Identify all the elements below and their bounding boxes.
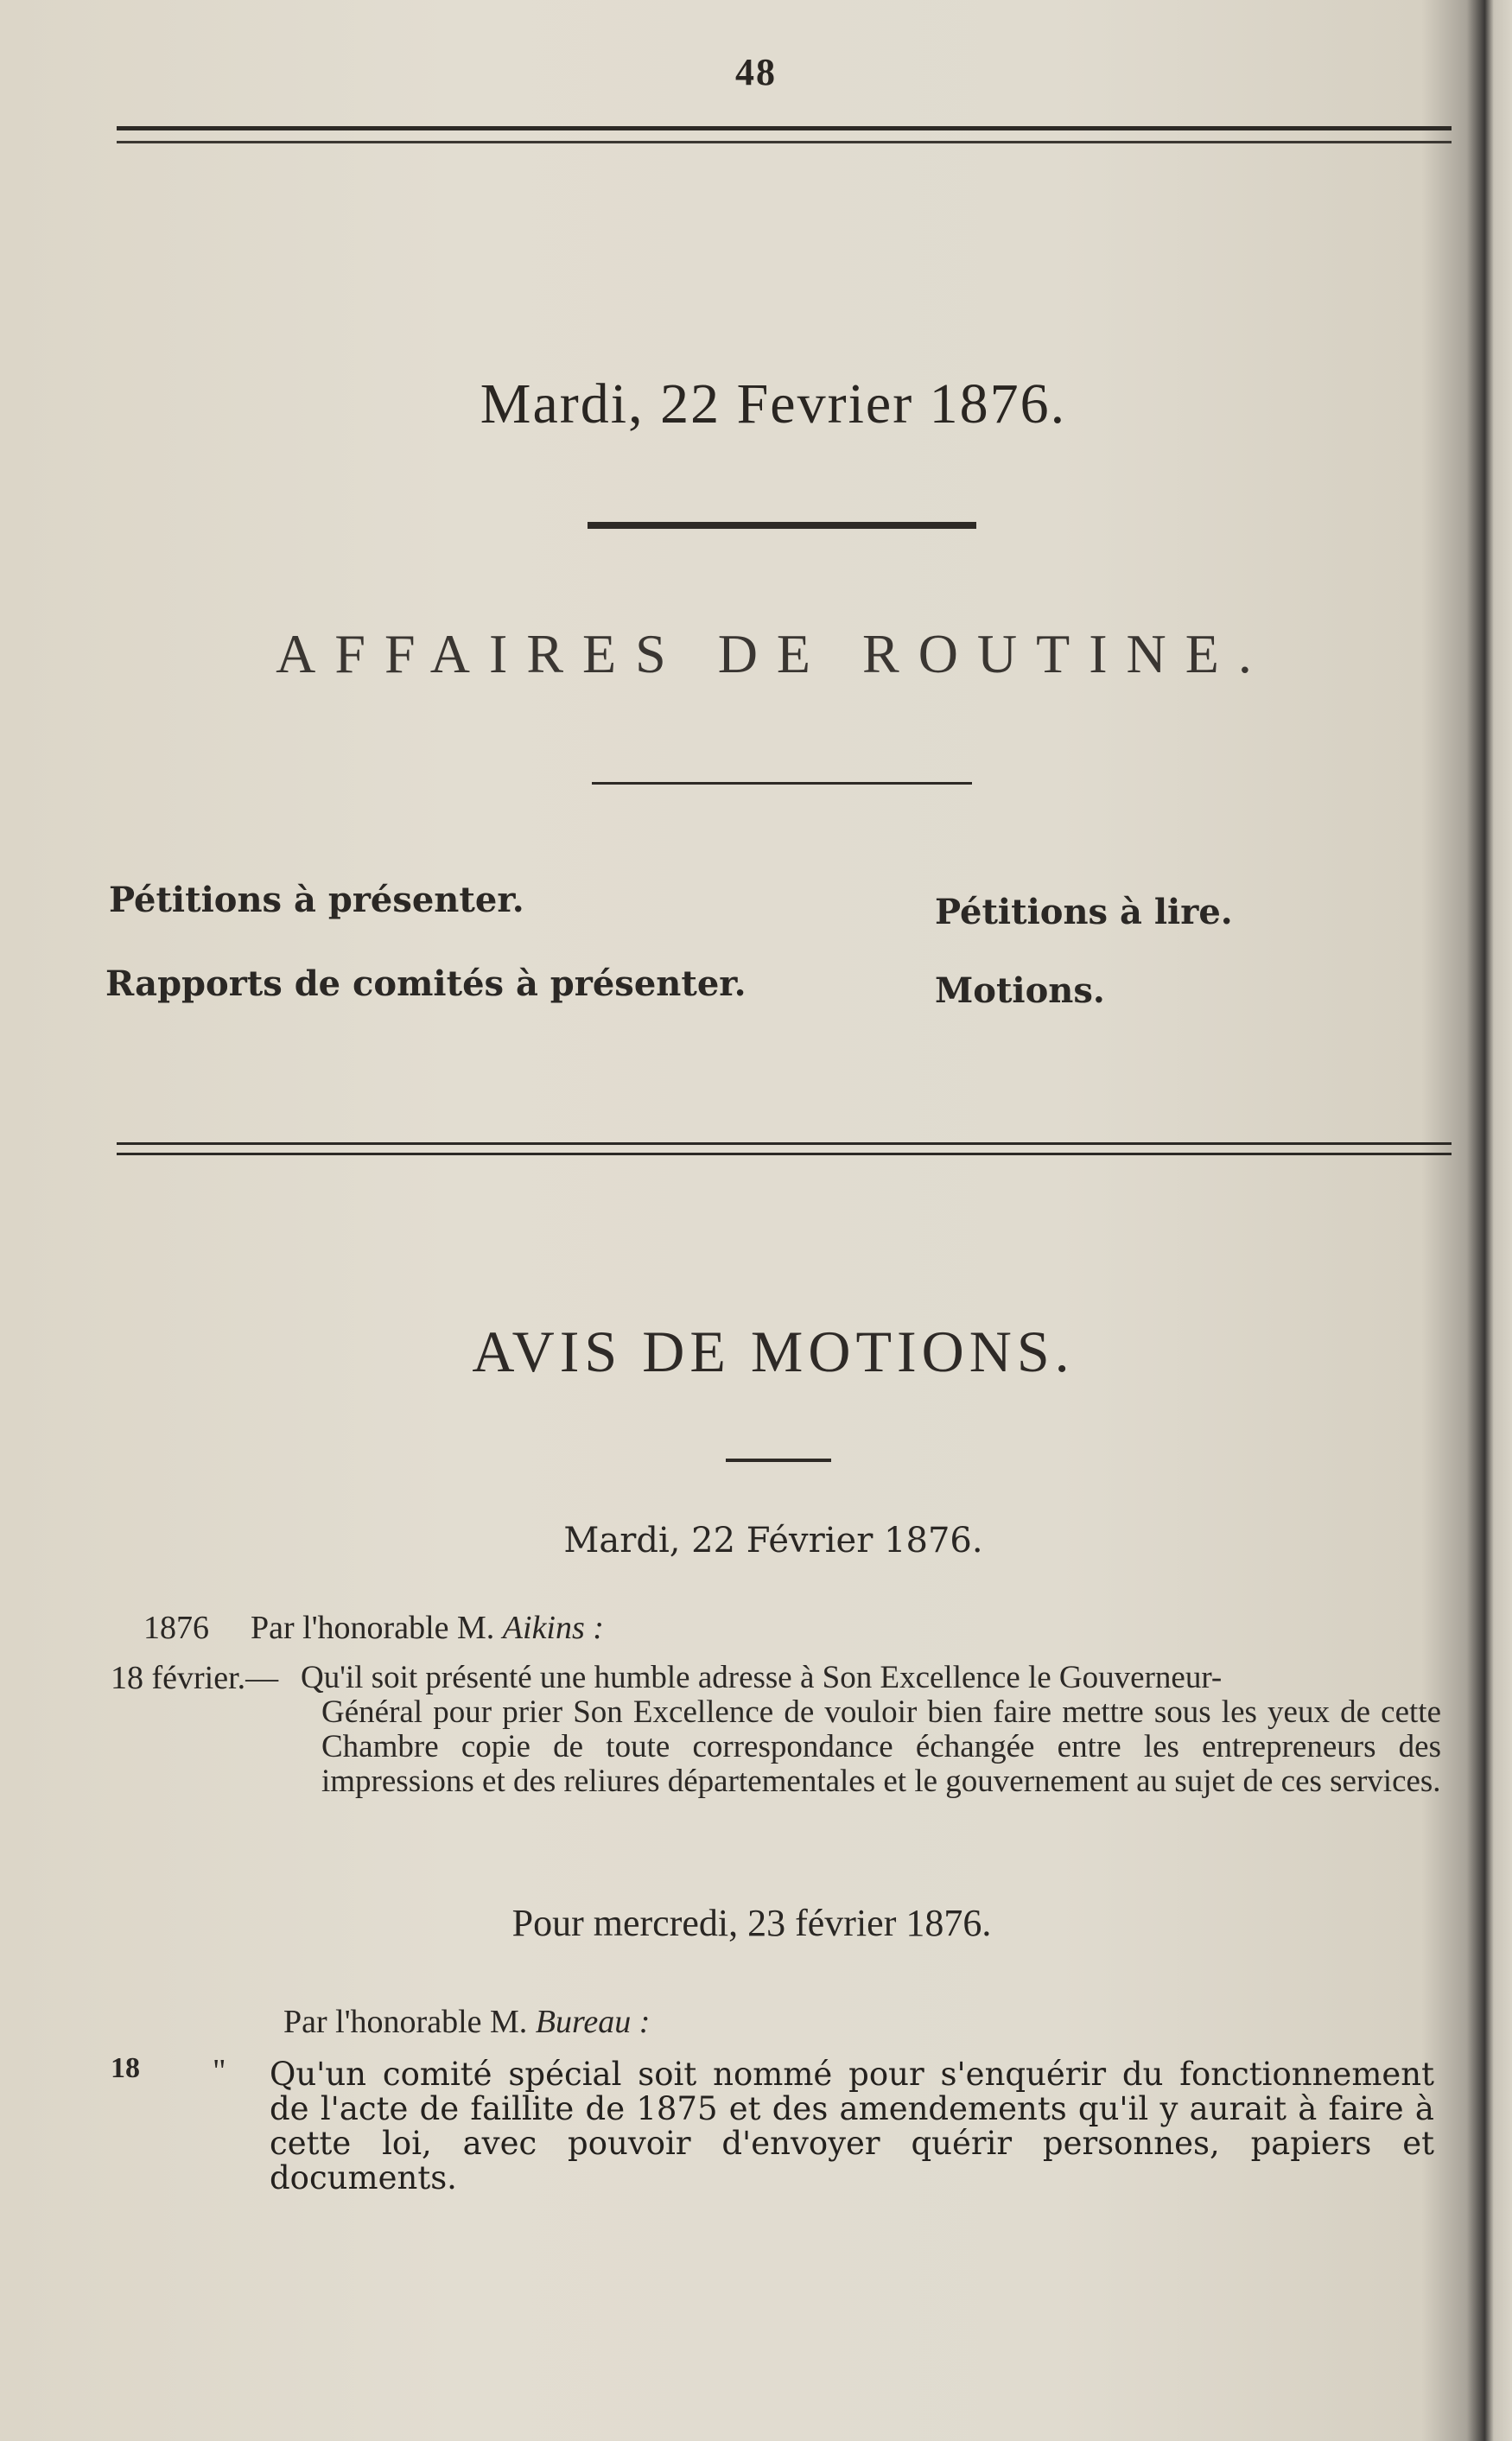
motion-1-date-heading: Mardi, 22 Février 1876. [563,1521,983,1561]
middle-double-rule [117,1142,1452,1155]
section-rule [592,782,972,785]
mover-prefix: Par l'honorable M. [283,2004,528,2040]
avis-rule [726,1459,831,1462]
mover-suffix: : [593,1610,604,1646]
motion-2-ditto-mark: " [213,2053,226,2089]
page-number: 48 [735,51,777,93]
motion-1-entry-date: 18 février.— [111,1660,279,1696]
mover-suffix: : [638,2004,651,2040]
motion-2-text: Qu'un comité spécial soit nommé pour s'enquérir du fonctionnement de l'acte de faillite de 1875 et des amendements qu'il y aurait à faire à cette loi, avec pouvoir d'envoyer quérir personnes, papiers et documents. [270,2056,1434,2196]
motion-2-entry-number: 18 [111,2052,140,2084]
motion-1-first-line [301,1661,1441,1695]
title-rule [588,522,976,529]
mover-name: Aikins [502,1610,585,1646]
motion-1-year: 1876 [143,1610,209,1646]
avis-heading: AVIS DE MOTIONS. [472,1319,1075,1384]
motion-1-text: Général pour prier Son Excellence de vouloir bien faire mettre sous les yeux de cette Chambre copie de toute correspondance échangée entre les entrepreneurs des impressions et des reliures départementales et le gouvernement au sujet de ces services. [321,1694,1441,1799]
section-heading: AFFAIRES DE ROUTINE. [276,623,1271,684]
mover-name: Bureau [535,2004,632,2040]
routine-item-rapports: Rapports de comités à présenter. [105,963,746,1004]
motion-1-first-line-text: Qu'il soit présenté une humble adresse à Son Excellence le Gouverneur- [301,1660,1223,1695]
routine-item-petitions-lire: Pétitions à lire. [935,892,1233,932]
motion-1-mover [251,1609,604,1647]
title-date: Mardi, 22 Fevrier 1876. [480,372,1067,435]
mover-prefix: Par l'honorable M. [251,1610,495,1646]
motion-2-date-heading: Pour mercredi, 23 février 1876. [511,1902,992,1944]
routine-item-petitions-presenter: Pétitions à présenter. [109,880,524,920]
top-double-rule [117,126,1452,143]
routine-item-motions: Motions. [935,970,1105,1011]
motion-2-mover [283,2003,650,2041]
